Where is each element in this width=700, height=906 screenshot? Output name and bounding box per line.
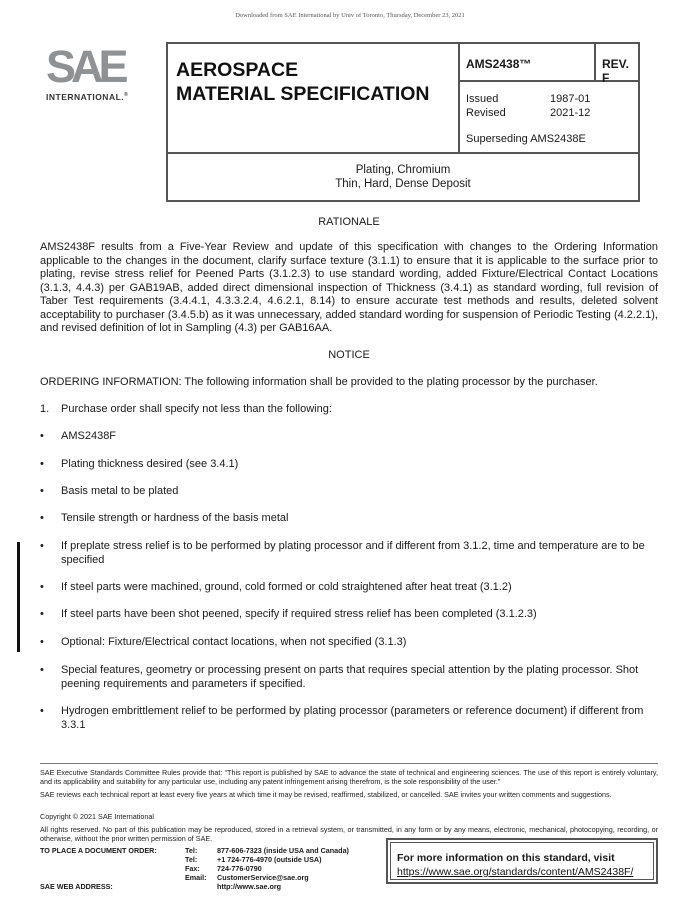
revision-change-bar <box>17 542 20 652</box>
web-link[interactable]: http://www.sae.org <box>217 882 282 891</box>
bullet: • <box>40 705 44 717</box>
bullet: • <box>40 512 44 524</box>
bullet: • <box>40 540 44 552</box>
bullet: • <box>40 430 44 442</box>
list-item: AMS2438F <box>61 430 117 442</box>
rationale-text: AMS2438F results from a Five-Year Review and update of this specification with changes to the Ordering Information applicable to the changes in the document, clarify surface texture (3.1.1) to ensure that it is applicable to the surface prior to plating, revise stress relief for Peened Parts (3.1.2.3) to use standard wording, added Fixture/Electrical Contact Locations (3.1.3, 4.4.3) per GAB19AB, added direct dimensional inspection of Thickness (3.4.1) as standard wording, full revision of Taber Test requirements (3.4.4.1, 4.3.3.2.4, 4.6.2.1, 8.14) to ensure accurate test methods and results, deleted solvent acceptability to purchaser (3.4.5.b) as it was unnecessary, added standard wording for suspension of Periodic Testing (4.2.2.1), and revised definition of lot in Sampling (4.3) per GAB16AA. <box>40 241 658 334</box>
email-link[interactable]: CustomerService@sae.org <box>217 873 309 882</box>
issue-dates: Issued 1987-01 Revised 2021-12 Superseding AMS2438E <box>466 93 591 145</box>
doc-number: AMS2438™ <box>460 44 596 82</box>
more-info-box <box>386 838 658 884</box>
sae-logo <box>40 41 148 108</box>
copyright: Copyright © 2021 SAE International <box>40 812 154 821</box>
bullet: • <box>40 664 44 676</box>
spec-header-box <box>166 42 640 202</box>
notice-heading: NOTICE <box>328 349 370 361</box>
bullet: • <box>40 485 44 497</box>
list-item: Optional: Fixture/Electrical contact locations, when not specified (3.1.3) <box>61 636 407 648</box>
bullet: • <box>40 581 44 593</box>
standard-url-link[interactable]: https://www.sae.org/standards/content/AMS2438F/ <box>397 866 634 878</box>
revision-label: REV. F <box>596 44 638 82</box>
item-text: Purchase order shall specify not less than the following: <box>61 403 332 415</box>
sae-review-notice: SAE reviews each technical report at least every five years at which time it may be revised, reaffirmed, stabilized, or cancelled. SAE invites your written comments and suggestions. <box>40 790 612 799</box>
list-item: Special features, geometry or processing present on parts that requires special attention by the plating processor. Shot peening requirements and parameters if specified. <box>61 664 639 690</box>
list-item: Hydrogen embrittlement relief to be performed by plating processor (parameters or reference document) if different from 3.3.1 <box>61 705 644 731</box>
sae-rules-notice: SAE Executive Standards Committee Rules provide that: “This report is published by SAE to advance the state of technical and engineering sciences. The use of this report is entirely voluntary, and its applicability and suitability for any particular use, including any patent infringement arising therefrom, is the sole responsibility of the user.” <box>40 768 658 786</box>
sae-logo-mark: SAE <box>46 41 124 92</box>
spec-type-title: AEROSPACE MATERIAL SPECIFICATION <box>168 44 460 152</box>
phone-inside-usa: 877-606-7323 (inside USA and Canada) <box>217 846 349 855</box>
superseding-note: Superseding AMS2438E <box>466 133 586 145</box>
download-notice: Downloaded from SAE International by Univ of Toronto, Thursday, December 23, 2021 <box>235 12 465 19</box>
list-item: If steel parts have been shot peened, specify if required stress relief has been completed (3.1.2.3) <box>61 608 537 620</box>
footer-divider <box>40 763 658 764</box>
spec-subject: Plating, Chromium Thin, Hard, Dense Deposit <box>168 152 638 200</box>
sae-logo-subtitle: INTERNATIONAL.® <box>46 92 129 102</box>
rights-notice: All rights reserved. No part of this publication may be reproduced, stored in a retrieval system, or transmitted, in any form or by any means, electronic, mechanical, photocopying, recording, or otherwise, without the prior written permission of SAE. <box>40 825 658 843</box>
ordering-information: ORDERING INFORMATION: The following information shall be provided to the plating processor by the purchaser. <box>40 376 598 388</box>
bullet: • <box>40 636 44 648</box>
item-number: 1. <box>40 403 50 415</box>
list-item: If preplate stress relief is to be performed by plating processor and if different from 3.1.2, time and temperature are to be specified <box>61 540 645 566</box>
fax-number: 724-776-0790 <box>217 864 262 873</box>
more-info-title: For more information on this standard, visit <box>397 852 615 864</box>
web-label: SAE WEB ADDRESS: <box>40 882 113 891</box>
bullet: • <box>40 608 44 620</box>
list-item: Tensile strength or hardness of the basis metal <box>61 512 289 524</box>
list-item: If steel parts were machined, ground, cold formed or cold straightened after heat treat (3.1.2) <box>61 581 512 593</box>
rationale-heading: RATIONALE <box>318 216 380 228</box>
list-item: Basis metal to be plated <box>61 485 179 497</box>
list-item: Plating thickness desired (see 3.4.1) <box>61 458 239 470</box>
phone-outside-usa: +1 724-776-4970 (outside USA) <box>217 855 322 864</box>
bullet: • <box>40 458 44 470</box>
order-label: TO PLACE A DOCUMENT ORDER: <box>40 846 157 855</box>
